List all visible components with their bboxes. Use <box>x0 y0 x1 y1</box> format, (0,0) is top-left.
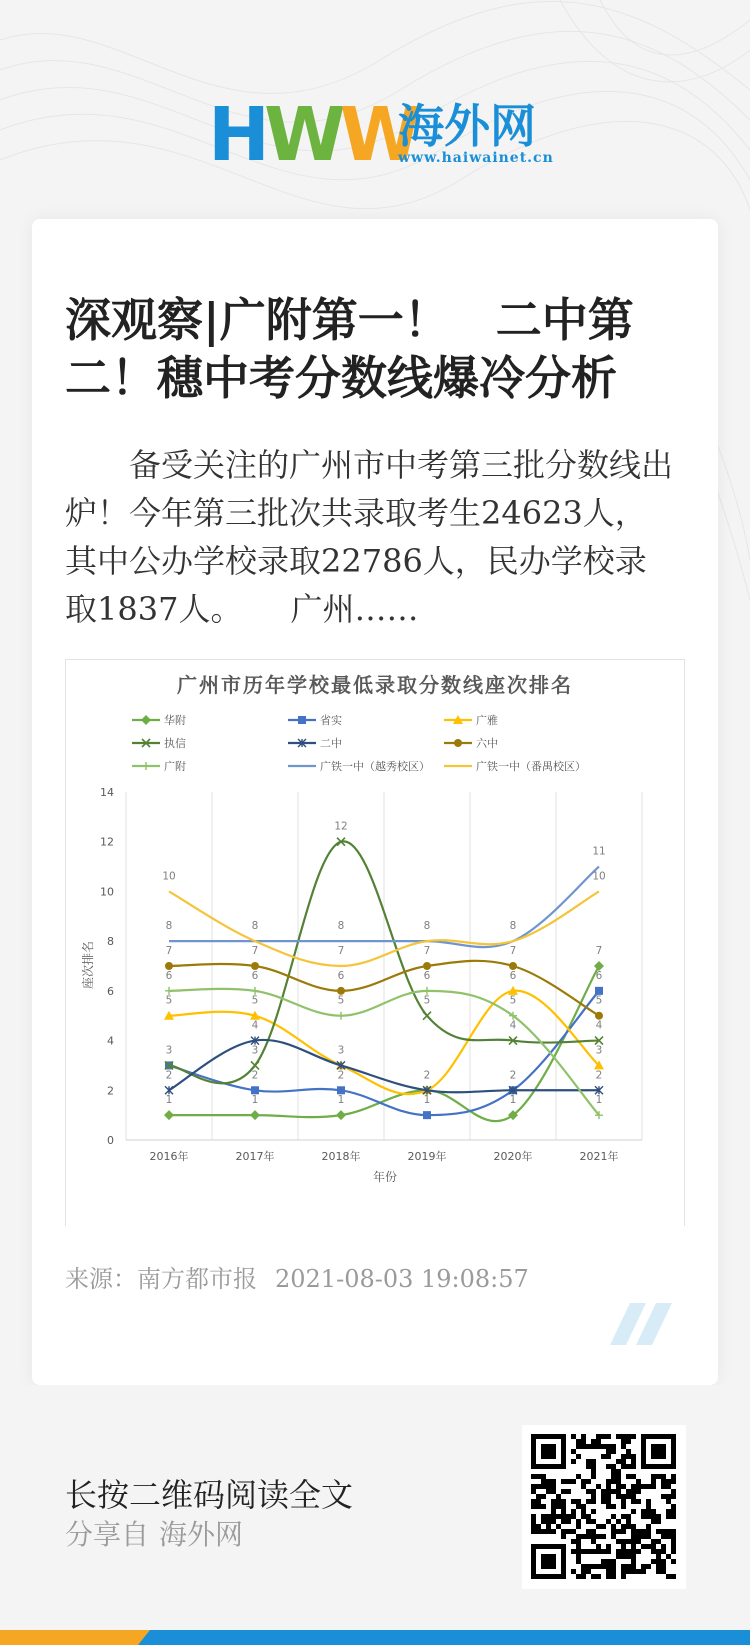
data-label: 10 <box>162 870 176 883</box>
chart-legend <box>132 713 586 773</box>
data-point <box>336 1110 346 1120</box>
y-axis-label: 座次排名 <box>81 940 95 990</box>
legend-item <box>132 759 186 773</box>
chart-svg <box>66 660 684 1226</box>
x-tick-label: 2016年 <box>149 1150 189 1163</box>
article-title: 深观察|广附第一！ 二中第二！穗中考分数线爆冷分析 <box>65 293 634 405</box>
article-summary: 备受关注的广州市中考第三批分数线出炉！今年第三批次共录取考生24623人，其中公办学校录取22786人，民办学校录取1837人。 广州…… <box>65 446 674 628</box>
site-logo[interactable] <box>208 92 554 178</box>
data-label: 1 <box>165 1094 173 1107</box>
data-point <box>251 962 259 970</box>
share-from-label: 分享自 <box>65 1518 150 1551</box>
data-point <box>423 1111 431 1119</box>
data-label: 1 <box>595 1094 603 1107</box>
data-label: 10 <box>592 870 606 883</box>
data-point <box>141 715 151 725</box>
data-label: 8 <box>251 920 259 933</box>
data-label: 1 <box>337 1094 345 1107</box>
legend-label: 广雅 <box>476 714 498 727</box>
y-tick-label: 4 <box>107 1034 114 1048</box>
rank-chart <box>65 659 685 1226</box>
legend-label: 执信 <box>164 737 186 750</box>
data-label: 6 <box>251 969 259 982</box>
article-source <box>65 1259 547 1294</box>
data-point <box>454 739 462 747</box>
data-point <box>251 1086 259 1094</box>
legend-label: 六中 <box>476 737 498 750</box>
data-label: 7 <box>251 945 259 957</box>
data-label: 11 <box>592 845 606 858</box>
data-point <box>423 962 431 970</box>
footer-bar <box>0 1630 750 1645</box>
data-point <box>509 962 517 970</box>
data-point <box>251 1061 259 1069</box>
y-tick-label: 2 <box>107 1084 114 1098</box>
y-tick-label: 14 <box>100 786 114 799</box>
data-point <box>298 716 306 724</box>
source-name: 来源：南方都市报 <box>65 1265 257 1293</box>
data-label: 3 <box>251 1044 259 1057</box>
data-label: 4 <box>509 1019 517 1032</box>
data-label: 2 <box>337 1069 345 1082</box>
data-label: 2 <box>595 1069 603 1082</box>
legend-item <box>288 736 342 750</box>
logo-url: www.haiwainet.cn <box>398 150 554 166</box>
data-label: 8 <box>509 920 517 933</box>
data-point <box>165 962 173 970</box>
data-point <box>337 1086 345 1094</box>
x-tick-label: 2018年 <box>321 1150 361 1163</box>
data-point <box>250 1110 260 1120</box>
publish-datetime: 2021-08-03 19:08:57 <box>275 1265 529 1293</box>
data-point <box>595 1012 603 1020</box>
data-label: 6 <box>509 969 517 982</box>
x-tick-label: 2017年 <box>235 1150 275 1163</box>
share-site-name: 海外网 <box>159 1518 244 1551</box>
data-label: 8 <box>337 920 345 933</box>
data-label: 8 <box>423 920 431 933</box>
data-label: 5 <box>509 994 517 1007</box>
share-panel <box>0 1385 750 1630</box>
legend-label: 广附 <box>164 760 186 773</box>
data-label: 7 <box>165 945 173 957</box>
data-point <box>165 987 173 995</box>
data-label: 7 <box>337 945 345 957</box>
data-point <box>142 762 150 770</box>
data-label: 4 <box>251 1019 259 1032</box>
legend-item <box>444 736 498 750</box>
share-from <box>65 1513 253 1553</box>
data-label: 7 <box>423 945 431 957</box>
data-label: 12 <box>334 820 348 833</box>
data-label: 5 <box>165 994 173 1007</box>
data-point <box>423 1012 431 1020</box>
data-label: 1 <box>509 1094 517 1107</box>
qr-code[interactable] <box>522 1425 686 1589</box>
x-tick-label: 2021年 <box>579 1150 619 1163</box>
y-tick-label: 12 <box>100 835 114 849</box>
data-point <box>164 1110 174 1120</box>
x-tick-label: 2019年 <box>407 1150 447 1163</box>
data-point <box>337 987 345 995</box>
logo-letters: HWW <box>208 92 416 178</box>
y-tick-label: 8 <box>107 935 114 949</box>
data-label: 5 <box>251 994 259 1007</box>
data-label: 7 <box>595 945 603 957</box>
data-label: 1 <box>423 1094 431 1107</box>
article-card <box>32 219 718 1385</box>
legend-label: 华附 <box>164 714 186 727</box>
legend-item <box>132 736 186 750</box>
logo-site-name: 海外网 <box>398 99 536 153</box>
data-label: 3 <box>165 1044 173 1057</box>
legend-label: 二中 <box>320 737 342 750</box>
data-point <box>595 987 603 995</box>
data-label: 6 <box>423 969 431 982</box>
legend-label: 省实 <box>320 714 342 727</box>
data-label: 2 <box>165 1069 173 1082</box>
y-tick-label: 0 <box>107 1134 114 1147</box>
data-label: 5 <box>337 994 345 1007</box>
data-label: 3 <box>595 1044 603 1057</box>
y-tick-label: 10 <box>100 885 114 899</box>
legend-item <box>444 713 498 727</box>
data-label: 4 <box>595 1019 603 1032</box>
qr-code-icon <box>522 1425 686 1589</box>
data-point <box>423 987 431 995</box>
data-label: 5 <box>595 994 603 1007</box>
decorative-slash-icon <box>602 1299 682 1349</box>
y-tick-label: 6 <box>107 984 114 998</box>
legend-item <box>288 713 342 727</box>
data-label: 5 <box>423 994 431 1007</box>
data-point <box>165 1086 173 1094</box>
read-full-text: 长按二维码阅读全文 <box>65 1476 354 1514</box>
data-label: 8 <box>165 920 173 933</box>
data-point <box>251 987 259 995</box>
legend-label: 广铁一中（番禺校区） <box>476 760 586 773</box>
chart-title: 广州市历年学校最低录取分数线座次排名 <box>177 673 573 697</box>
legend-item <box>132 713 186 727</box>
data-label: 2 <box>423 1069 431 1082</box>
data-label: 1 <box>251 1094 259 1107</box>
data-label: 7 <box>509 945 517 957</box>
data-label: 6 <box>337 969 345 982</box>
x-tick-label: 2020年 <box>493 1150 533 1163</box>
legend-item <box>288 759 430 773</box>
data-label: 3 <box>337 1044 345 1057</box>
legend-item <box>444 759 586 773</box>
data-label: 6 <box>595 969 603 982</box>
data-label: 6 <box>165 969 173 982</box>
data-label: 2 <box>509 1069 517 1082</box>
data-label: 2 <box>251 1069 259 1082</box>
footer-bar-accent <box>0 1630 150 1645</box>
legend-label: 广铁一中（越秀校区） <box>320 760 430 773</box>
x-axis-label: 年份 <box>372 1170 398 1184</box>
data-point <box>337 1012 345 1020</box>
